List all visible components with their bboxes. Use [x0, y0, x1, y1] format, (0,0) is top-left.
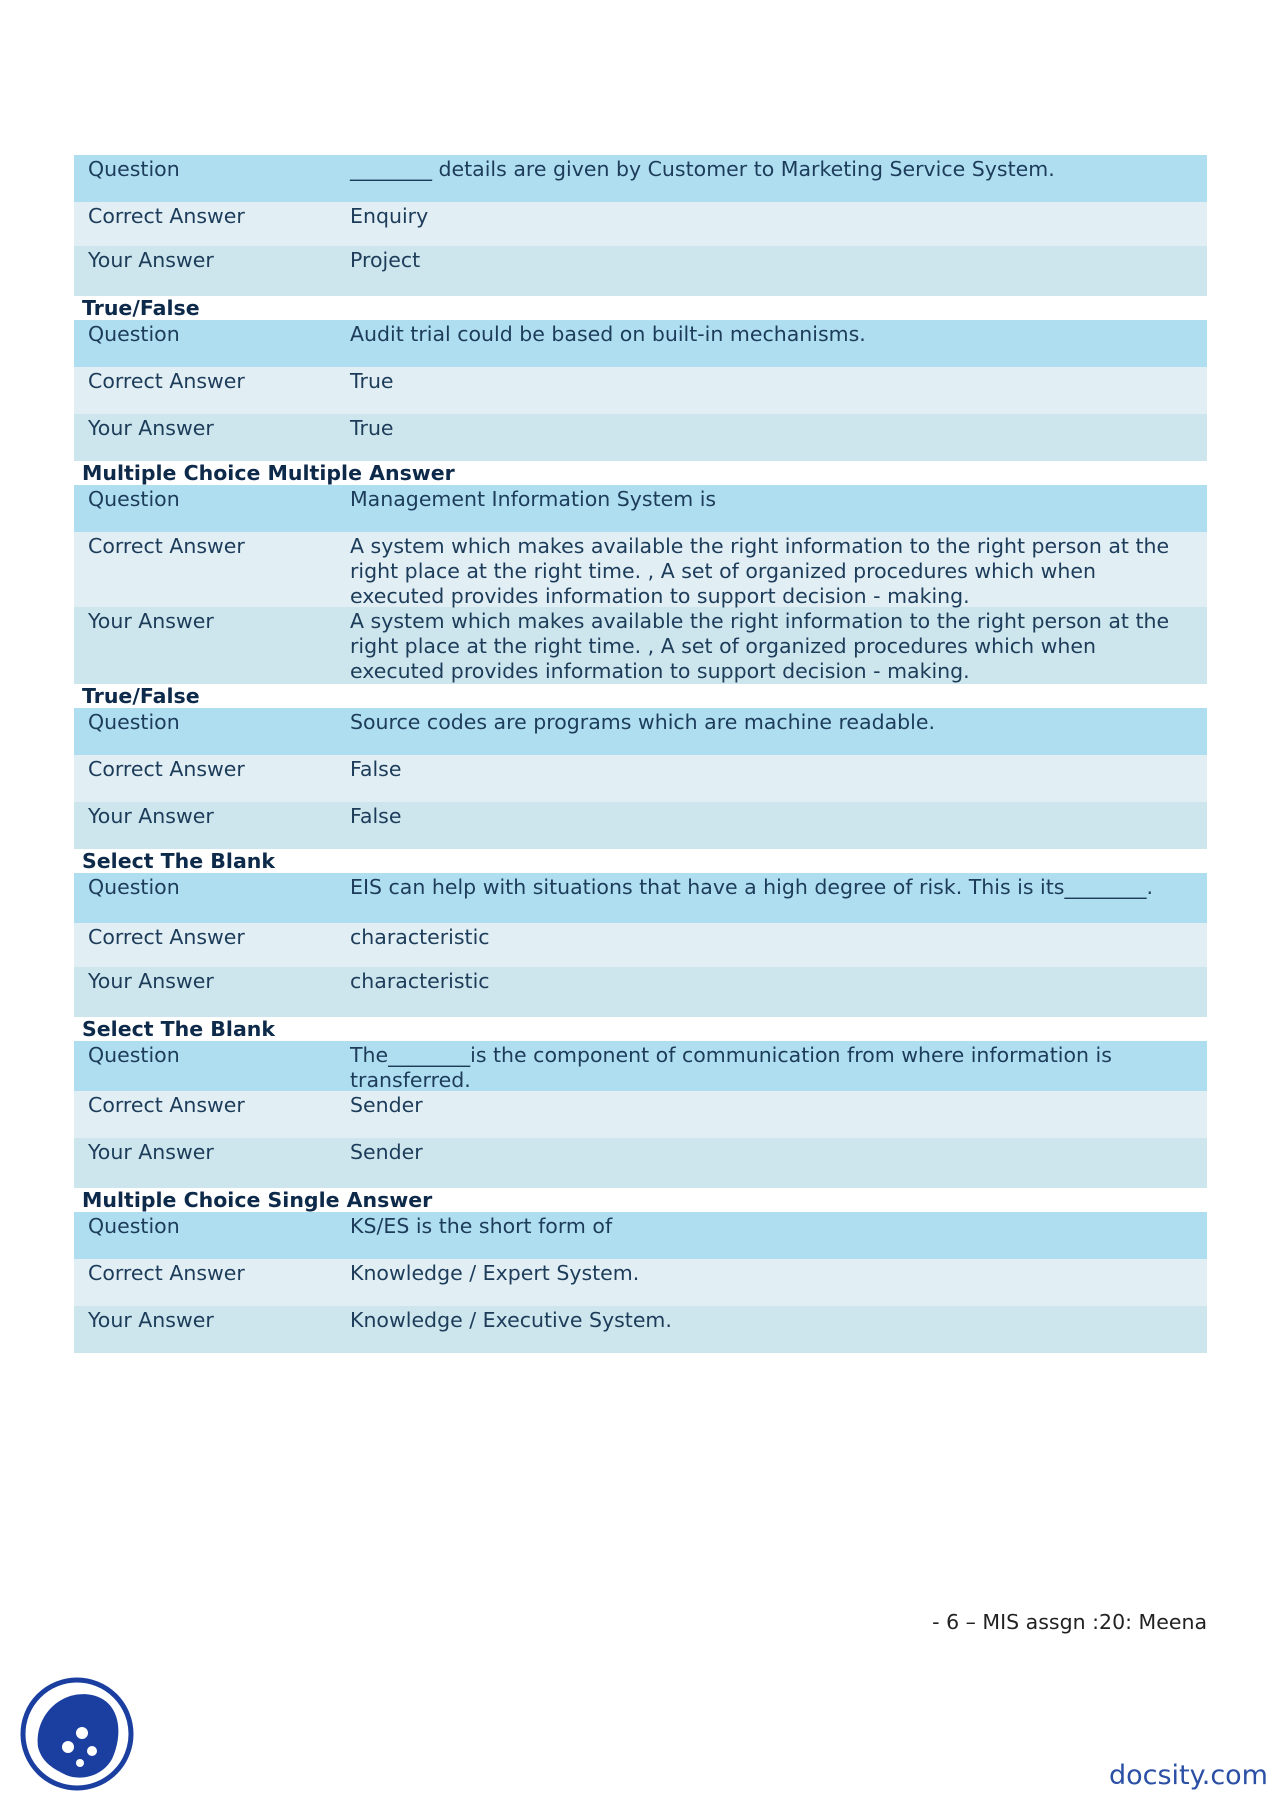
question-text: The________is the component of communication from where information is transferred.: [350, 1043, 1112, 1092]
question-label: Question: [88, 1043, 180, 1067]
your-answer-value: True: [350, 416, 394, 440]
question-text: Management Information System is: [350, 487, 717, 511]
question-text: EIS can help with situations that have a high degree of risk. This is its________.: [350, 875, 1153, 899]
correct-answer-label: Correct Answer: [88, 534, 245, 558]
your-answer-label: Your Answer: [88, 804, 214, 828]
question-type-heading: Select The Blank: [82, 1017, 276, 1041]
correct-answer-row: [74, 1091, 1207, 1138]
correct-answer-row: [74, 755, 1207, 802]
question-label: Question: [88, 487, 180, 511]
correct-answer-value: Sender: [350, 1093, 423, 1117]
question-block: [74, 320, 1207, 461]
correct-answer-row: [74, 367, 1207, 414]
correct-answer-row: [74, 923, 1207, 967]
your-answer-value: False: [350, 804, 402, 828]
question-block: [74, 708, 1207, 849]
your-answer-value: Project: [350, 248, 421, 272]
correct-answer-label: Correct Answer: [88, 925, 245, 949]
your-answer-row: [74, 802, 1207, 849]
correct-answer-label: Correct Answer: [88, 369, 245, 393]
correct-answer-label: Correct Answer: [88, 1093, 245, 1117]
your-answer-row: [74, 246, 1207, 296]
your-answer-label: Your Answer: [88, 248, 214, 272]
question-row: [74, 485, 1207, 532]
question-type-heading: Multiple Choice Single Answer: [82, 1188, 433, 1212]
question-text: ________ details are given by Customer to Marketing Service System.: [350, 157, 1055, 181]
correct-answer-row: [74, 532, 1207, 607]
your-answer-row: [74, 967, 1207, 1017]
correct-answer-value: True: [350, 369, 394, 393]
correct-answer-value: Enquiry: [350, 204, 429, 228]
correct-answer-label: Correct Answer: [88, 757, 245, 781]
correct-answer-row: [74, 1259, 1207, 1306]
your-answer-value: Sender: [350, 1140, 423, 1164]
question-label: Question: [88, 1214, 180, 1238]
your-answer-value: characteristic: [350, 969, 490, 993]
question-label: Question: [88, 710, 180, 734]
question-row: [74, 155, 1207, 202]
correct-answer-value: characteristic: [350, 925, 490, 949]
question-row: [74, 873, 1207, 923]
correct-answer-label: Correct Answer: [88, 1261, 245, 1285]
question-type-heading: Select The Blank: [82, 849, 276, 873]
question-label: Question: [88, 875, 180, 899]
question-block: [74, 155, 1207, 296]
question-row: [74, 320, 1207, 367]
question-label: Question: [88, 157, 180, 181]
your-answer-value: Knowledge / Executive System.: [350, 1308, 672, 1332]
your-answer-label: Your Answer: [88, 416, 214, 440]
question-type-heading: Multiple Choice Multiple Answer: [82, 461, 455, 485]
quiz-results: [74, 155, 1207, 1353]
question-label: Question: [88, 322, 180, 346]
your-answer-row: [74, 1138, 1207, 1188]
your-answer-label: Your Answer: [88, 1140, 214, 1164]
question-block: [74, 1041, 1207, 1188]
question-text: Source codes are programs which are machine readable.: [350, 710, 936, 734]
docsity-brand[interactable]: docsity.com: [1108, 1760, 1268, 1791]
page-footer: - 6 – MIS assgn :20: Meena: [932, 1610, 1207, 1634]
your-answer-label: Your Answer: [88, 969, 214, 993]
your-answer-label: Your Answer: [88, 609, 214, 633]
your-answer-label: Your Answer: [88, 1308, 214, 1332]
question-block: [74, 873, 1207, 1017]
correct-answer-value: Knowledge / Expert System.: [350, 1261, 640, 1285]
your-answer-row: [74, 1306, 1207, 1353]
your-answer-row: [74, 607, 1207, 684]
docsity-logo-icon: [20, 1677, 135, 1792]
question-text: KS/ES is the short form of: [350, 1214, 613, 1238]
question-row: [74, 1212, 1207, 1259]
correct-answer-row: [74, 202, 1207, 246]
question-block: [74, 485, 1207, 684]
question-type-heading: True/False: [82, 296, 200, 320]
question-block: [74, 1212, 1207, 1353]
your-answer-row: [74, 414, 1207, 461]
question-type-heading: True/False: [82, 684, 200, 708]
question-row: [74, 1041, 1207, 1091]
correct-answer-label: Correct Answer: [88, 204, 245, 228]
your-answer-value: A system which makes available the right information to the right person at the right place at the right time. , A set of organized procedures which when executed provides information to support decision - making.: [350, 609, 1170, 683]
correct-answer-value: A system which makes available the right information to the right person at the right place at the right time. , A set of organized procedures which when executed provides information to support decision - making.: [350, 534, 1170, 608]
correct-answer-value: False: [350, 757, 402, 781]
question-text: Audit trial could be based on built-in mechanisms.: [350, 322, 866, 346]
question-row: [74, 708, 1207, 755]
